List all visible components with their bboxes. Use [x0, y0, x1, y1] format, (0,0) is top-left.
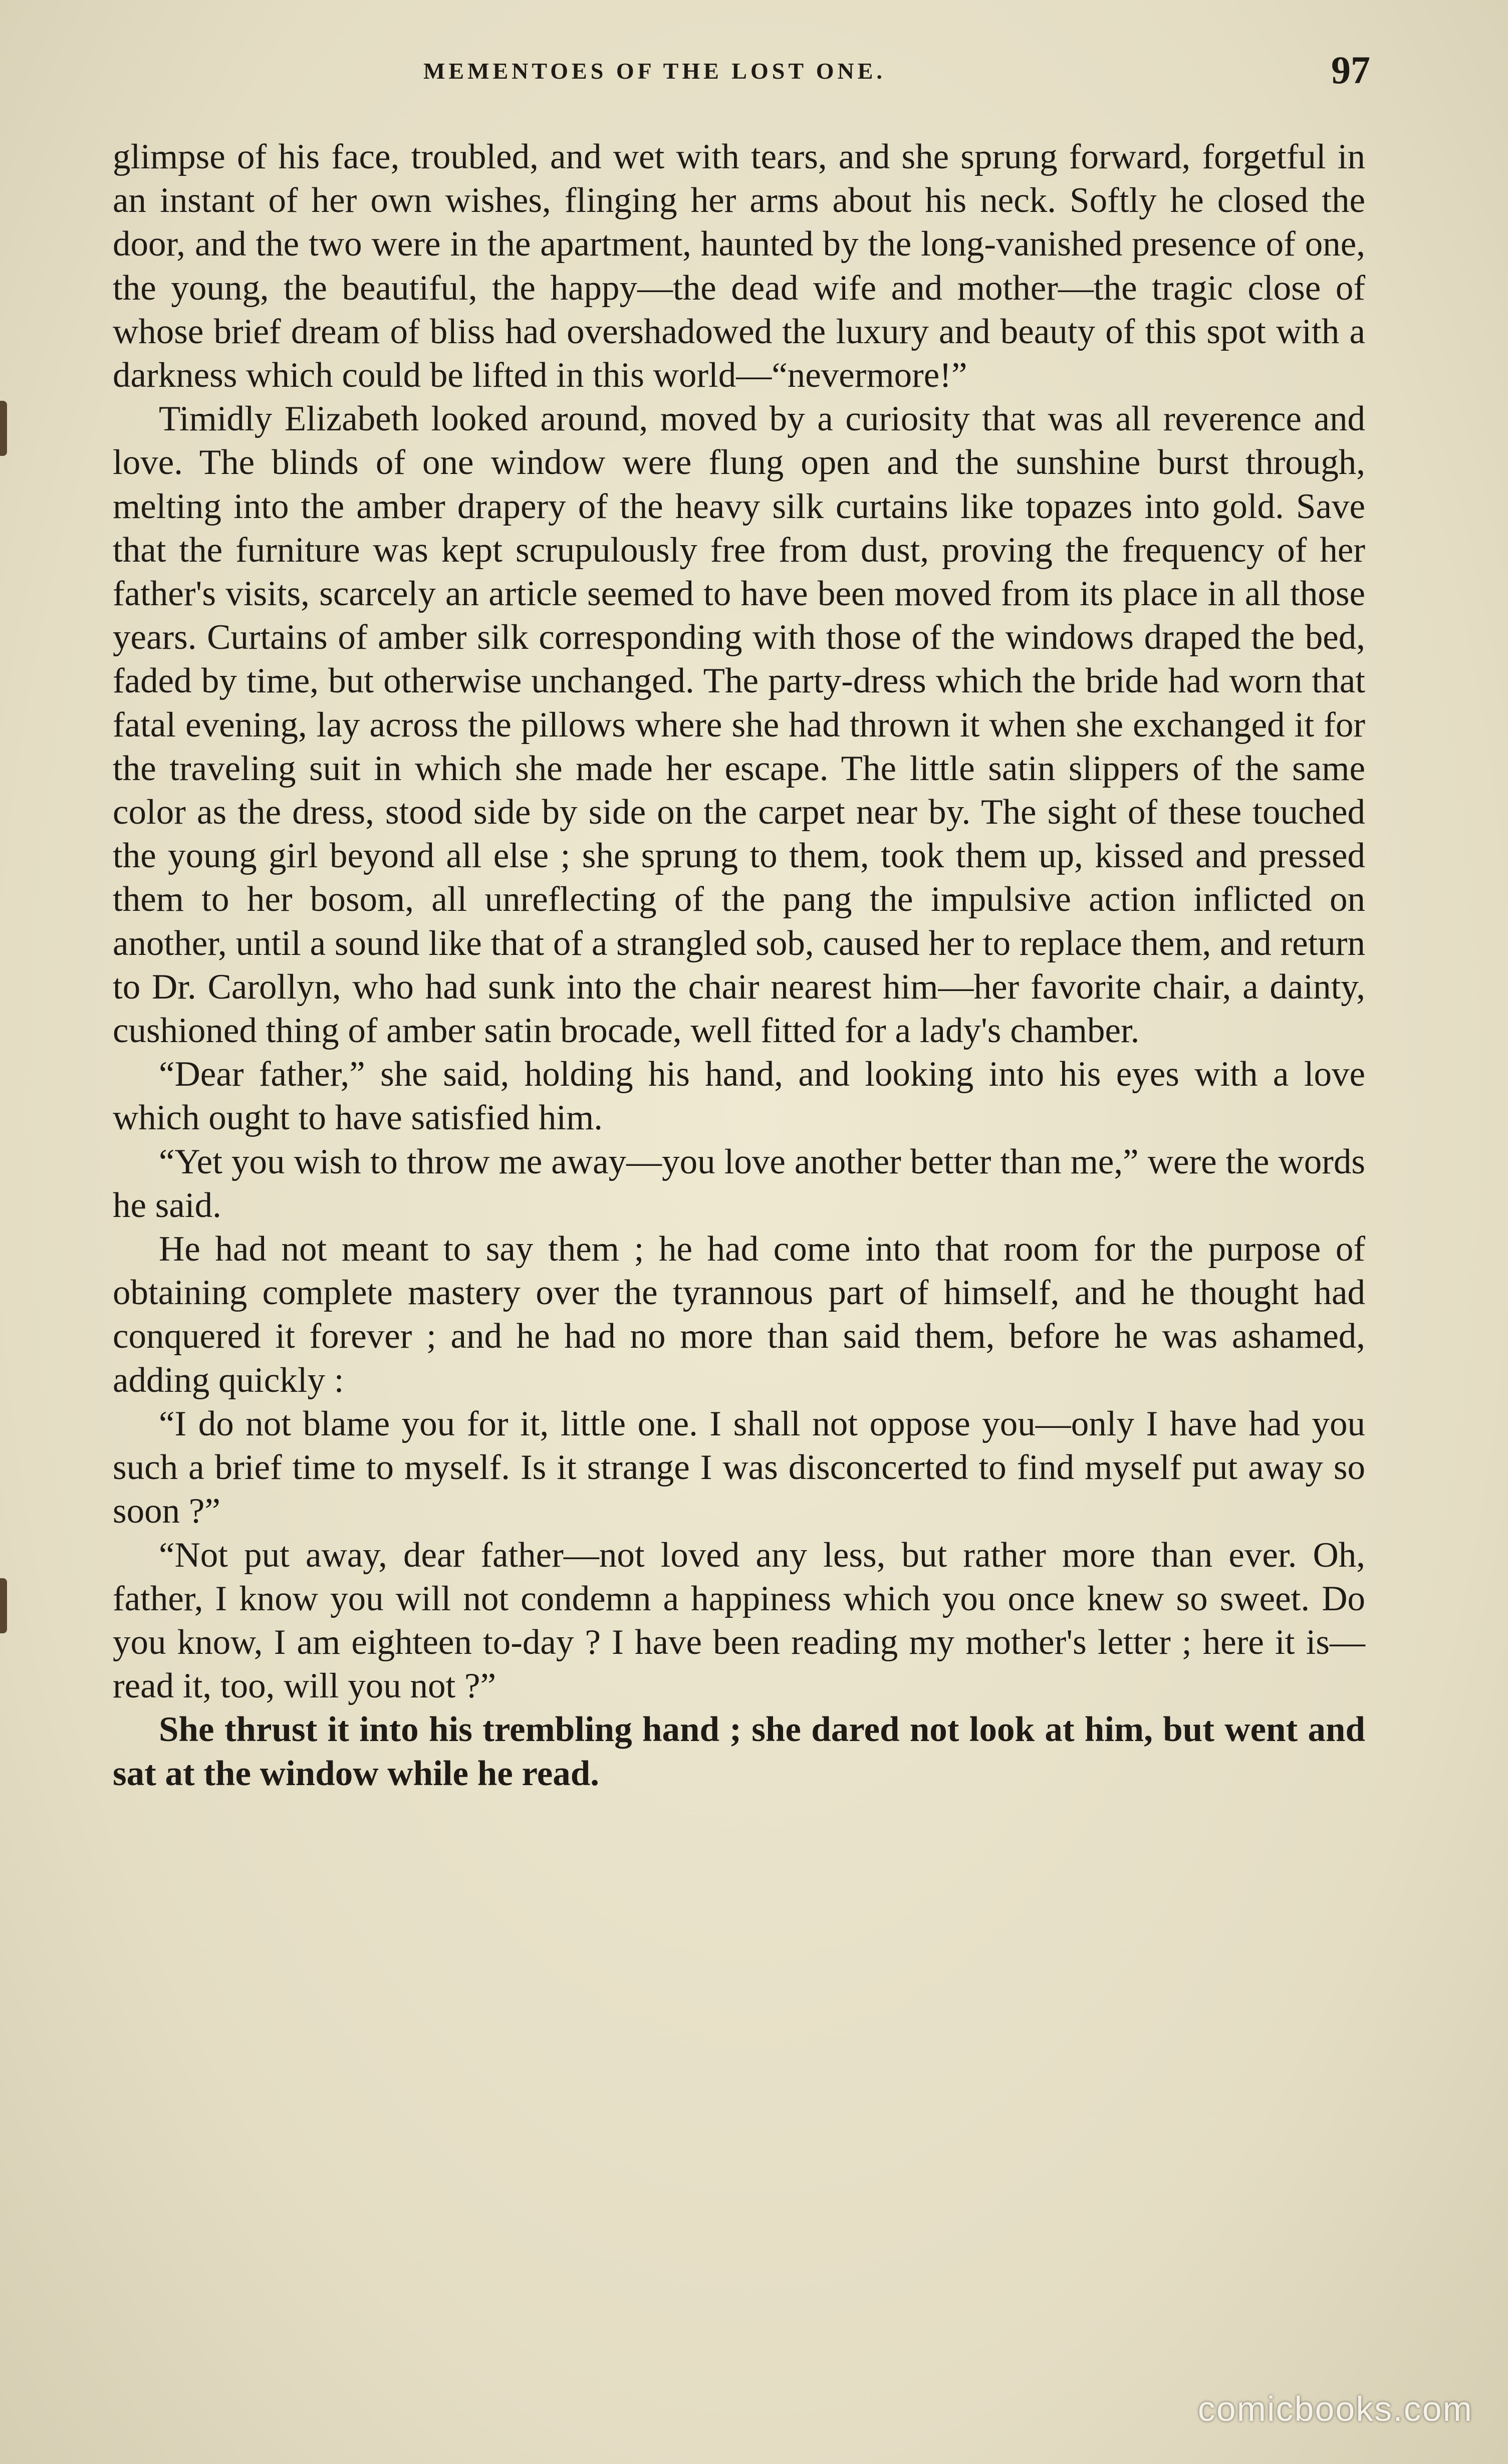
page-number: 97: [1331, 48, 1370, 92]
binding-mark: [0, 1578, 7, 1633]
paragraph: “Not put away, dear father—not loved any less, but rather more than ever. Oh, father, I know you will not condemn a happiness which you once knew so sweet. Do you know, I am eighteen to-day ? I have been reading my mother's letter ; here it is—read it, too, will you not ?”: [113, 1535, 1365, 1706]
paragraph: “Dear father,” she said, holding his hand, and looking into his eyes with a love which ought to have satisfied him.: [113, 1055, 1365, 1138]
page-header: [113, 48, 1370, 108]
paragraph: “I do not blame you for it, little one. I shall not oppose you—only I have had you such a brief time to myself. Is it strange I was disconcerted to find myself put away so soon ?”: [113, 1404, 1365, 1531]
watermark: comicbooks.com: [1197, 2389, 1473, 2428]
paragraph: glimpse of his face, troubled, and wet with tears, and she sprung forward, forgetful in an instant of her own wishes, flinging her arms about his neck. Softly he closed the door, and the two were in the apartment, haunted by the long-vanished presence of one, the young, the beautiful, the happy—the dead wife and mother—the tragic close of whose brief dream of bliss had overshadowed the luxury and beauty of this spot with a darkness which could be lifted in this world—“nevermore!”: [113, 137, 1365, 395]
paragraph: “Yet you wish to throw me away—you love another better than me,” were the words he said.: [113, 1142, 1365, 1225]
paragraph: He had not meant to say them ; he had come into that room for the purpose of obtaining complete mastery over the tyrannous part of himself, and he thought had conquered it forever ; and he had no more than said them, before he was ashamed, adding quickly :: [113, 1229, 1365, 1400]
binding-mark: [0, 401, 7, 456]
body-text: [113, 135, 1365, 1796]
paragraph: She thrust it into his trembling hand ; she dared not look at him, but went and sat at the window while he read.: [113, 1710, 1365, 1793]
running-head: MEMENTOES OF THE LOST ONE.: [423, 58, 886, 84]
paragraph: Timidly Elizabeth looked around, moved by a curiosity that was all reverence and love. The blinds of one window were flung open and the sunshine burst through, melting into the amber drapery of the heavy silk curtains like topazes into gold. Save that the furniture was kept scrupulously free from dust, proving the frequency of her father's visits, scarcely an article seemed to have been moved from its place in all those years. Curtains of amber silk corresponding with those of the windows draped the bed, faded by time, but otherwise unchanged. The party-dress which the bride had worn that fatal evening, lay across the pillows where she had thrown it when she exchanged it for the traveling suit in which she made her escape. The little satin slippers of the same color as the dress, stood side by side on the carpet near by. The sight of these touched the young girl beyond all else ; she sprung to them, took them up, kissed and pressed them to her bosom, all unreflecting of the pang the impulsive action inflicted on another, until a sound like that of a strangled sob, caused her to replace them, and return to Dr. Carollyn, who had sunk into the chair nearest him—her favorite chair, a dainty, cushioned thing of amber satin brocade, well fitted for a lady's chamber.: [113, 399, 1365, 1051]
